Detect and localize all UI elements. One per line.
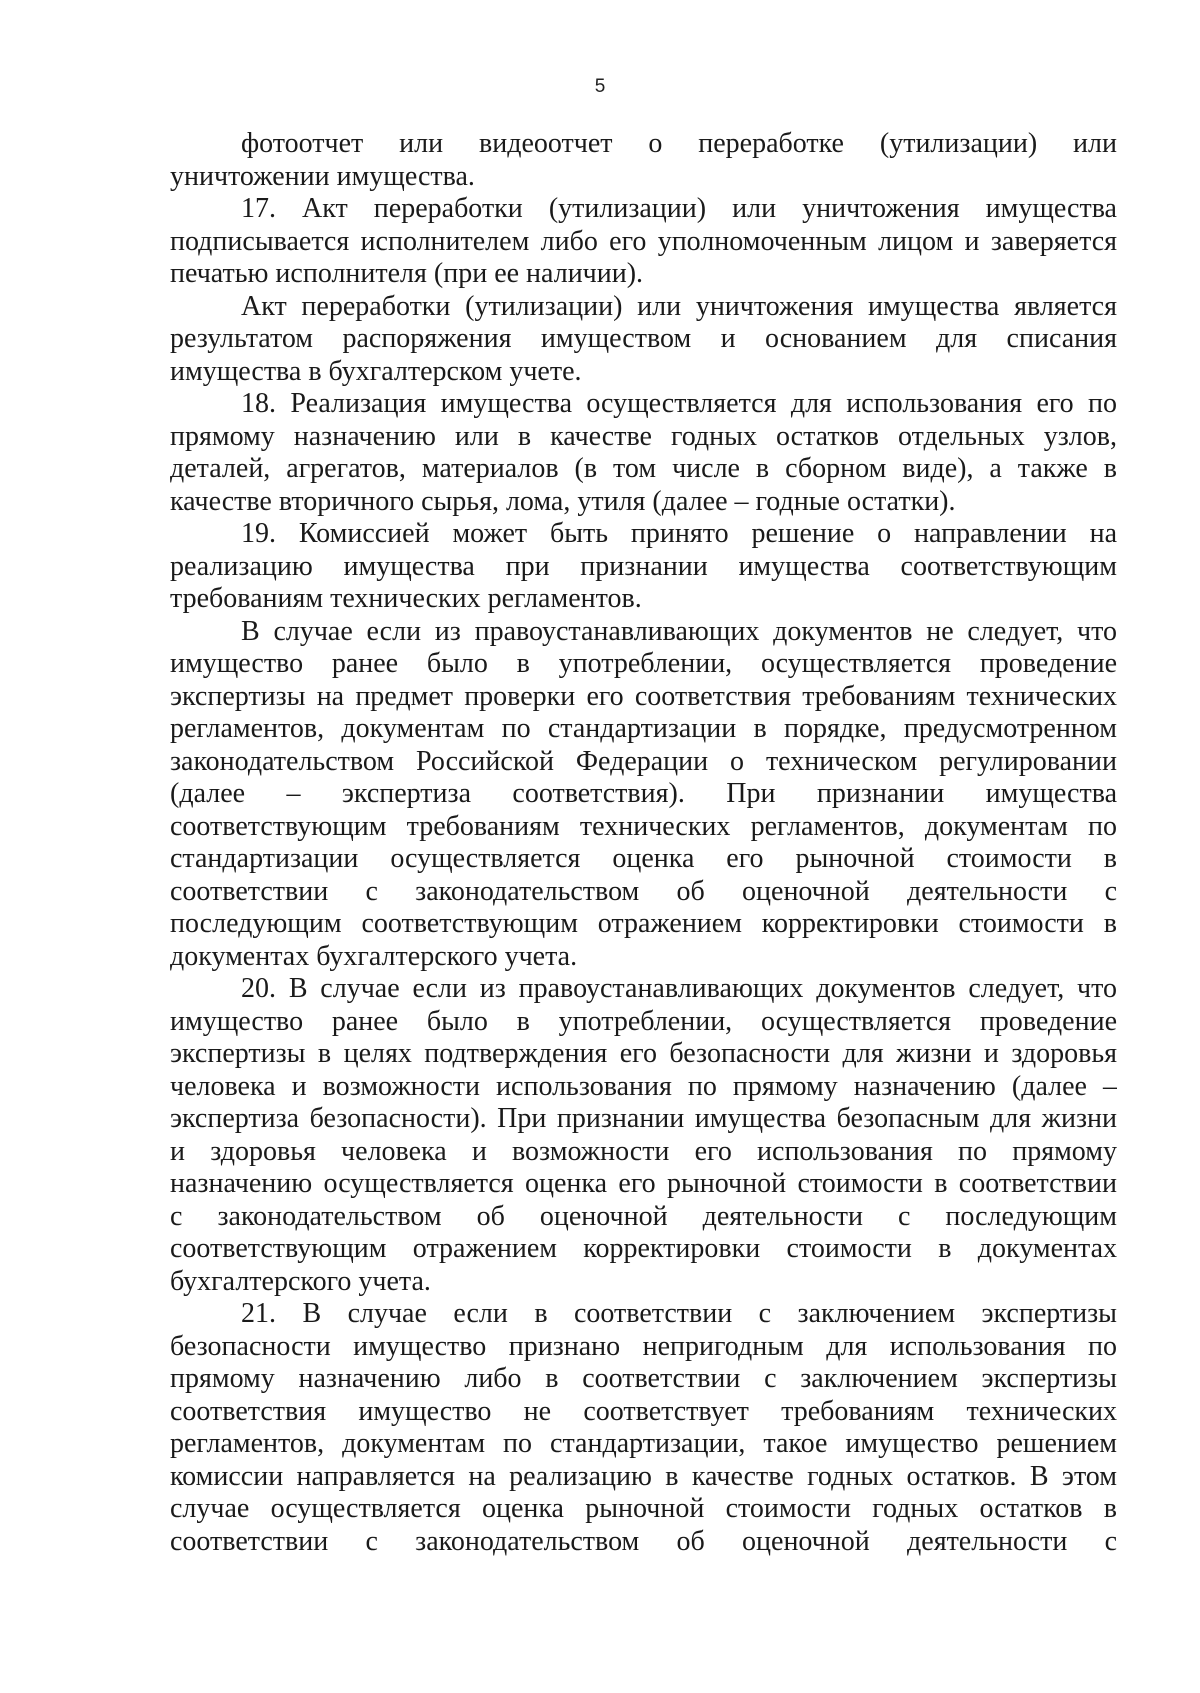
text-line: фотоотчет или видеоотчет о переработке (утилизации) или [241, 128, 1117, 159]
text-line: 20. В случае если из правоустанавливающих документов следует, что [241, 973, 1117, 1004]
text-line: прямому назначению или в качестве годных остатков отдельных узлов, [170, 420, 1117, 452]
text-line: 17. Акт переработки (утилизации) или уничтожения имущества [241, 193, 1117, 224]
text-line: с законодательством об оценочной деятельности с последующим [170, 1200, 1117, 1232]
text-line: стандартизации осуществляется оценка его рыночной стоимости в [170, 843, 1117, 874]
text-line: (далее – экспертиза соответствия). При признании имущества [170, 778, 1117, 809]
text-line: требованиям технических регламентов. [170, 583, 642, 614]
text-line: 21. В случае если в соответствии с заключением экспертизы [241, 1298, 1117, 1329]
text-line: имущество ранее было в употреблении, осуществляется проведение [170, 648, 1117, 679]
text-line: уничтожении имущества. [170, 160, 475, 192]
text-line: В случае если из правоустанавливающих документов не следует, что [241, 615, 1117, 647]
text-line: человека и возможности использования по прямому назначению (далее – [170, 1070, 1117, 1102]
text-line: и здоровья человека и возможности его использования по прямому [170, 1135, 1117, 1167]
text-line: экспертизы в целях подтверждения его безопасности для жизни и здоровья [170, 1038, 1117, 1069]
text-line: реализацию имущества при признании имущества соответствующим [170, 550, 1117, 582]
text-line: бухгалтерского учета. [170, 1265, 431, 1297]
text-line: подписывается исполнителем либо его уполномоченным лицом и заверяется [170, 225, 1117, 257]
text-line: соответствующим отражением корректировки стоимости в документах [170, 1233, 1117, 1264]
text-line: документах бухгалтерского учета. [170, 940, 578, 972]
text-line: качестве вторичного сырья, лома, утиля (далее – годные остатки). [170, 485, 956, 517]
text-line: 19. Комиссией может быть принято решение о направлении на [241, 518, 1117, 549]
text-line: соответствии с законодательством об оценочной деятельности с [170, 1525, 1117, 1557]
text-line: последующим соответствующим отражением корректировки стоимости в [170, 908, 1117, 939]
text-line: результатом распоряжения имуществом и основанием для списания [170, 323, 1117, 354]
text-line: экспертиза безопасности). При признании имущества безопасным для жизни [170, 1103, 1117, 1134]
text-line: деталей, агрегатов, материалов (в том числе в сборном виде), а также в [170, 453, 1117, 484]
text-line: регламентов, документам по стандартизации в порядке, предусмотренном [170, 713, 1117, 744]
text-line: имущество ранее было в употреблении, осуществляется проведение [170, 1005, 1117, 1037]
text-line: экспертизы на предмет проверки его соответствия требованиям технических [170, 680, 1117, 712]
document-body [170, 128, 1117, 1558]
text-line: печатью исполнителя (при ее наличии). [170, 258, 644, 289]
text-line: соответствующим требованиям технических регламентов, документам по [170, 810, 1117, 842]
text-line: безопасности имущество признано непригодным для использования по [170, 1330, 1117, 1362]
text-line: назначению осуществляется оценка его рыночной стоимости в соответствии [170, 1168, 1117, 1199]
text-line: регламентов, документам по стандартизации, такое имущество решением [170, 1428, 1117, 1459]
text-line: Акт переработки (утилизации) или уничтожения имущества является [241, 290, 1117, 322]
text-line: комиссии направляется на реализацию в качестве годных остатков. В этом [170, 1460, 1117, 1492]
text-line: имущества в бухгалтерском учете. [170, 355, 582, 387]
text-line: законодательством Российской Федерации о техническом регулировании [170, 745, 1117, 777]
text-line: соответствии с законодательством об оценочной деятельности с [170, 875, 1117, 907]
text-line: случае осуществляется оценка рыночной стоимости годных остатков в [170, 1493, 1117, 1524]
text-line: соответствия имущество не соответствует требованиям технических [170, 1395, 1117, 1427]
page-number: 5 [594, 76, 606, 97]
text-line: прямому назначению либо в соответствии с заключением экспертизы [170, 1363, 1117, 1394]
text-line: 18. Реализация имущества осуществляется для использования его по [241, 388, 1117, 419]
